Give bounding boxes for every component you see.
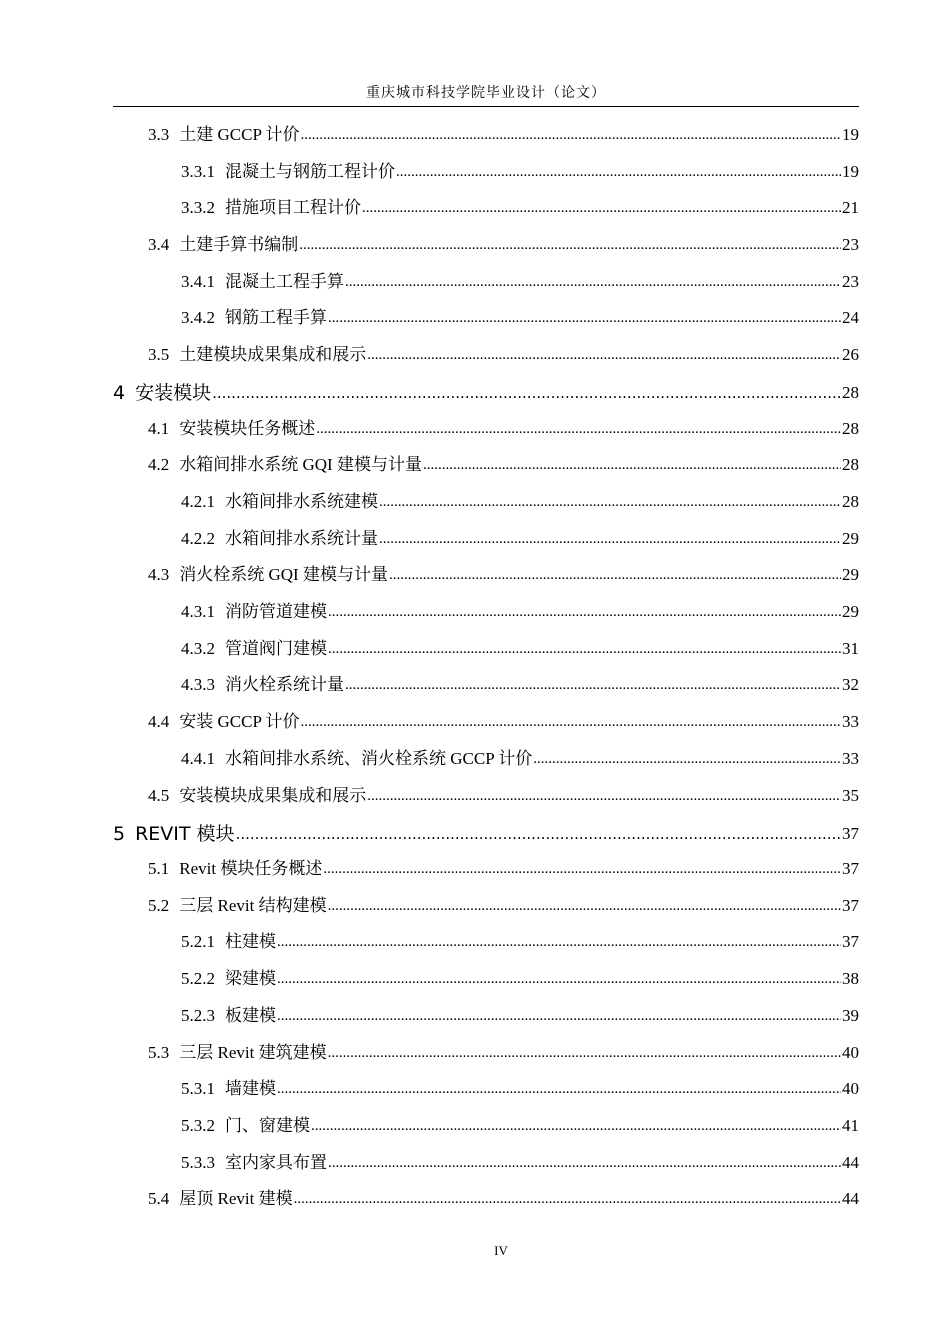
toc-entry[interactable] xyxy=(113,817,859,845)
toc-entry-page: 32 xyxy=(842,675,859,694)
toc-entry-number: 5.3 xyxy=(148,1043,170,1062)
toc-entry-number: 3.4.2 xyxy=(181,308,215,327)
toc-entry-page: 24 xyxy=(842,308,859,327)
toc-dot-leader xyxy=(323,858,841,880)
toc-dot-leader xyxy=(423,454,841,476)
toc-entry-page: 40 xyxy=(842,1043,859,1062)
toc-entry[interactable] xyxy=(181,668,859,696)
toc-dot-leader xyxy=(236,823,841,845)
toc-entry-title: 消火栓系统计量 xyxy=(225,675,344,694)
toc-entry-page: 28 xyxy=(842,455,859,474)
toc-entry[interactable] xyxy=(148,338,859,366)
toc-entry-title: 水箱间排水系统建模 xyxy=(225,492,378,511)
toc-entry[interactable] xyxy=(148,852,859,880)
toc-entry-number: 5.3.2 xyxy=(181,1116,215,1135)
toc-dot-leader xyxy=(396,161,841,183)
toc-entry-page: 38 xyxy=(842,969,859,988)
toc-entry-title: 安装模块任务概述 xyxy=(179,419,316,438)
toc-dot-leader xyxy=(311,1115,841,1137)
toc-dot-leader xyxy=(301,711,841,733)
toc-entry-page: 35 xyxy=(842,786,859,805)
toc-entry[interactable] xyxy=(148,558,859,586)
toc-entry-title: 管道阀门建模 xyxy=(225,639,327,658)
toc-entry-number: 4.3.2 xyxy=(181,639,215,658)
toc-entry[interactable] xyxy=(181,595,859,623)
toc-entry[interactable] xyxy=(181,925,859,953)
toc-dot-leader xyxy=(367,785,841,807)
toc-entry-page: 29 xyxy=(842,565,859,584)
toc-dot-leader xyxy=(277,1078,841,1100)
toc-entry-title: REVIT 模块 xyxy=(135,823,235,845)
toc-entry-page: 21 xyxy=(842,198,859,217)
toc-entry-number: 4.3.1 xyxy=(181,602,215,621)
toc-dot-leader xyxy=(328,895,841,917)
toc-entry-title: 门、窗建模 xyxy=(225,1116,310,1135)
toc-dot-leader xyxy=(345,271,841,293)
toc-entry-page: 44 xyxy=(842,1153,859,1172)
toc-entry-title: 三层 Revit 建筑建模 xyxy=(179,1043,327,1062)
toc-entry-number: 3.3.2 xyxy=(181,198,215,217)
toc-entry-page: 37 xyxy=(842,824,859,843)
toc-entry[interactable] xyxy=(113,376,859,404)
toc-entry-number: 4.2.2 xyxy=(181,529,215,548)
toc-entry-title: 安装 GCCP 计价 xyxy=(179,712,300,731)
toc-entry-page: 37 xyxy=(842,932,859,951)
toc-entry[interactable] xyxy=(148,118,859,146)
toc-entry-number: 5 xyxy=(113,823,126,845)
page-number: IV xyxy=(494,1243,508,1258)
toc-dot-leader xyxy=(277,931,841,953)
toc-entry-number: 5.2.2 xyxy=(181,969,215,988)
toc-entry[interactable] xyxy=(181,301,859,329)
toc-entry-number: 3.3 xyxy=(148,125,170,144)
toc-entry[interactable] xyxy=(181,191,859,219)
toc-entry-title: 安装模块 xyxy=(135,382,212,404)
toc-dot-leader xyxy=(301,124,841,146)
toc-entry-title: 安装模块成果集成和展示 xyxy=(179,786,367,805)
toc-entry-number: 4.3.3 xyxy=(181,675,215,694)
toc-entry-number: 5.1 xyxy=(148,859,170,878)
toc-entry-number: 3.3.1 xyxy=(181,162,215,181)
toc-entry-title: 屋顶 Revit 建模 xyxy=(179,1189,293,1208)
toc-entry-title: 消防管道建模 xyxy=(225,602,327,621)
toc-entry[interactable] xyxy=(181,742,859,770)
toc-entry-title: 柱建模 xyxy=(225,932,276,951)
toc-dot-leader xyxy=(328,307,841,329)
toc-dot-leader xyxy=(362,197,841,219)
toc-entry-page: 26 xyxy=(842,345,859,364)
toc-dot-leader xyxy=(328,1152,841,1174)
toc-entry[interactable] xyxy=(181,1146,859,1174)
toc-entry-number: 3.4.1 xyxy=(181,272,215,291)
toc-dot-leader xyxy=(328,638,841,660)
toc-entry-number: 3.5 xyxy=(148,345,170,364)
toc-entry[interactable] xyxy=(181,632,859,660)
toc-entry-title: 水箱间排水系统 GQI 建模与计量 xyxy=(179,455,422,474)
toc-entry-title: 水箱间排水系统计量 xyxy=(225,529,378,548)
toc-entry-page: 44 xyxy=(842,1189,859,1208)
toc-entry-page: 40 xyxy=(842,1079,859,1098)
toc-dot-leader xyxy=(328,601,841,623)
toc-entry[interactable] xyxy=(148,889,859,917)
toc-dot-leader xyxy=(299,234,841,256)
toc-dot-leader xyxy=(533,748,841,770)
toc-dot-leader xyxy=(277,1005,841,1027)
toc-entry[interactable] xyxy=(181,999,859,1027)
toc-entry-number: 4.2.1 xyxy=(181,492,215,511)
toc-entry-number: 4 xyxy=(113,382,126,404)
toc-entry[interactable] xyxy=(148,1182,859,1210)
toc-dot-leader xyxy=(367,344,841,366)
toc-entry-page: 37 xyxy=(842,859,859,878)
toc-entry-number: 4.3 xyxy=(148,565,170,584)
toc-entry-number: 5.3.1 xyxy=(181,1079,215,1098)
toc-dot-leader xyxy=(379,491,841,513)
toc-entry-number: 4.4 xyxy=(148,712,170,731)
toc-dot-leader xyxy=(316,418,841,440)
toc-entry-number: 5.2.3 xyxy=(181,1006,215,1025)
toc-entry-page: 29 xyxy=(842,529,859,548)
toc-entry[interactable] xyxy=(148,448,859,476)
toc-entry-title: 混凝土与钢筋工程计价 xyxy=(225,162,395,181)
toc-entry[interactable] xyxy=(181,1072,859,1100)
toc-entry-number: 5.2.1 xyxy=(181,932,215,951)
toc-entry-number: 5.2 xyxy=(148,896,170,915)
toc-entry[interactable] xyxy=(181,265,859,293)
toc-entry-page: 41 xyxy=(842,1116,859,1135)
toc-entry[interactable] xyxy=(181,485,859,513)
toc-entry-page: 31 xyxy=(842,639,859,658)
toc-entry-number: 4.4.1 xyxy=(181,749,215,768)
running-header: 重庆城市科技学院毕业设计（论文） xyxy=(366,86,606,101)
toc-entry-title: 土建 GCCP 计价 xyxy=(179,125,300,144)
toc-entry-title: 室内家具布置 xyxy=(225,1153,327,1172)
toc-entry-title: 混凝土工程手算 xyxy=(225,272,344,291)
toc-entry[interactable] xyxy=(181,962,859,990)
toc-entry-title: 三层 Revit 结构建模 xyxy=(179,896,327,915)
toc-entry-page: 33 xyxy=(842,749,859,768)
header-rule xyxy=(113,106,859,107)
toc-entry-title: Revit 模块任务概述 xyxy=(179,859,323,878)
toc-entry[interactable] xyxy=(181,522,859,550)
toc-entry[interactable] xyxy=(148,1036,859,1064)
toc-entry-page: 19 xyxy=(842,162,859,181)
toc-entry-page: 28 xyxy=(842,419,859,438)
toc-entry-page: 39 xyxy=(842,1006,859,1025)
toc-entry-title: 土建模块成果集成和展示 xyxy=(179,345,367,364)
toc-entry-number: 5.3.3 xyxy=(181,1153,215,1172)
toc-entry-title: 梁建模 xyxy=(225,969,276,988)
toc-entry-number: 4.1 xyxy=(148,419,170,438)
toc-entry-page: 19 xyxy=(842,125,859,144)
toc-entry[interactable] xyxy=(181,155,859,183)
toc-entry[interactable] xyxy=(148,228,859,256)
toc-entry-page: 29 xyxy=(842,602,859,621)
toc-entry-title: 消火栓系统 GQI 建模与计量 xyxy=(179,565,388,584)
toc-entry-page: 23 xyxy=(842,235,859,254)
toc-dot-leader xyxy=(379,528,841,550)
toc-entry-number: 4.2 xyxy=(148,455,170,474)
toc-entry-page: 37 xyxy=(842,896,859,915)
toc-entry-page: 28 xyxy=(842,383,859,402)
toc-entry[interactable] xyxy=(148,705,859,733)
toc-entry[interactable] xyxy=(148,412,859,440)
toc-dot-leader xyxy=(277,968,841,990)
toc-entry-number: 4.5 xyxy=(148,786,170,805)
toc-entry-title: 板建模 xyxy=(225,1006,276,1025)
toc-entry[interactable] xyxy=(181,1109,859,1137)
toc-entry-title: 墙建模 xyxy=(225,1079,276,1098)
toc-entry-number: 3.4 xyxy=(148,235,170,254)
toc-entry[interactable] xyxy=(148,779,859,807)
toc-entry-page: 23 xyxy=(842,272,859,291)
toc-dot-leader xyxy=(212,382,841,404)
toc-entry-number: 5.4 xyxy=(148,1189,170,1208)
toc-entry-page: 33 xyxy=(842,712,859,731)
toc-entry-title: 水箱间排水系统、消火栓系统 GCCP 计价 xyxy=(225,749,533,768)
toc-dot-leader xyxy=(345,674,841,696)
toc-entry-title: 土建手算书编制 xyxy=(179,235,299,254)
toc-dot-leader xyxy=(294,1188,841,1210)
toc-dot-leader xyxy=(328,1042,841,1064)
toc-entry-title: 钢筋工程手算 xyxy=(225,308,327,327)
toc-dot-leader xyxy=(389,564,841,586)
toc-entry-title: 措施项目工程计价 xyxy=(225,198,361,217)
toc-entry-page: 28 xyxy=(842,492,859,511)
